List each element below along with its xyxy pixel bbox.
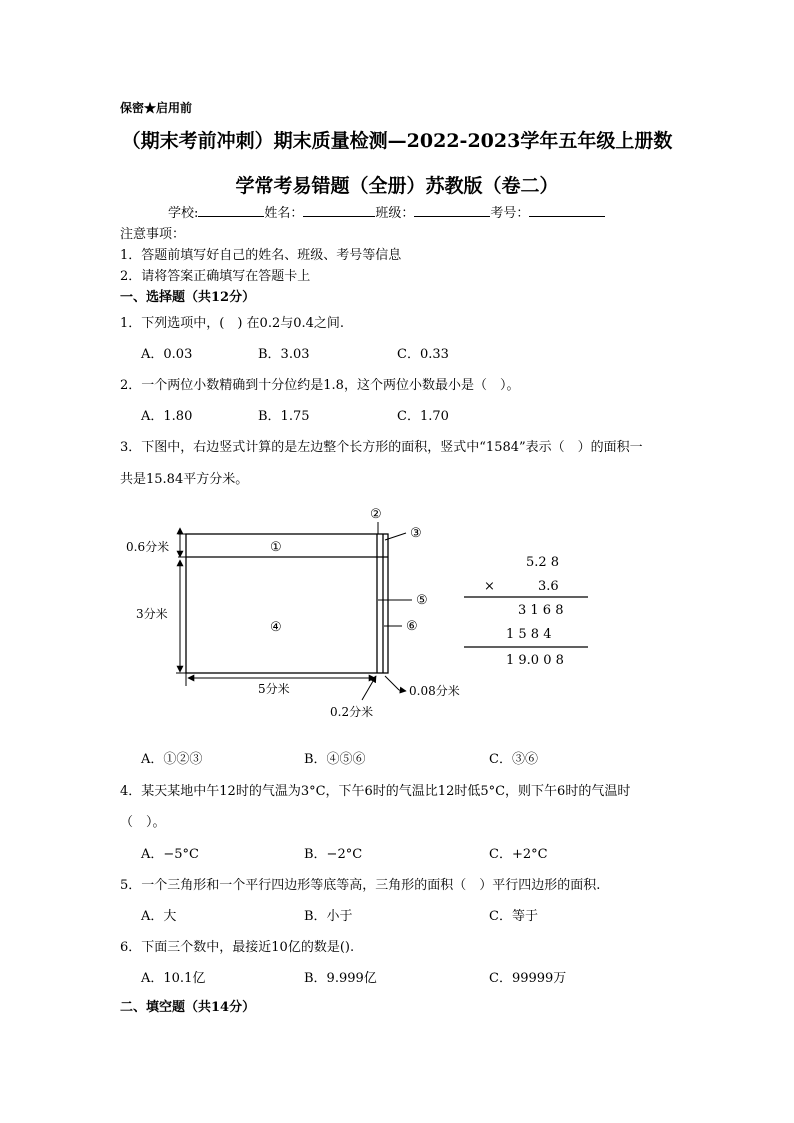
school-blank[interactable]	[198, 204, 264, 217]
question-1-stem: 1．下列选项中，( ) 在0.2与0.4之间.	[120, 316, 345, 331]
question-4-stem-line1: 4．某天某地中午12时的气温为3°C，下午6时的气温比12时低5°C，则下午6时的气温时	[120, 784, 631, 799]
question-4-stem-line2: （ ）。	[120, 815, 166, 830]
question-6-stem: 6．下面三个数中，最接近10亿的数是().	[120, 940, 355, 955]
q2-option-a[interactable]: A．1.80	[141, 409, 193, 424]
question-2-stem: 2．一个两位小数精确到十分位约是1.8，这个两位小数最小是（ ）。	[120, 378, 520, 393]
q5-option-a[interactable]: A．大	[141, 909, 177, 924]
name-label: 姓名：	[264, 206, 304, 221]
student-info-row	[168, 202, 605, 221]
region-label-6: ⑥	[406, 619, 418, 634]
calc-row-4: 1 5 8 4	[506, 627, 552, 642]
q1-option-b[interactable]: B．3.03	[258, 347, 310, 362]
note-item: 2．请将答案正确填写在答题卡上	[120, 269, 311, 284]
dim-label-02: 0.2分米	[330, 705, 374, 719]
calc-times: ×	[484, 579, 495, 594]
q4-option-a[interactable]: A．−5°C	[141, 847, 199, 862]
q4-option-b[interactable]: B．−2°C	[304, 847, 363, 862]
class-label: 班级：	[375, 206, 415, 221]
page-title-line1: （期末考前冲刺）期末质量检测—2022-2023学年五年级上册数	[121, 130, 673, 152]
question-3-stem-line2: 共是15.84平方分米。	[120, 472, 249, 487]
rectangle-area-figure	[120, 500, 600, 730]
q6-option-a[interactable]: A．10.1亿	[141, 971, 206, 986]
dim-label-3: 3分米	[136, 607, 168, 621]
exam-no-label: 考号：	[490, 206, 530, 221]
region-label-5: ⑤	[416, 593, 428, 608]
school-label: 学校:	[168, 206, 199, 221]
section2-heading: 二、填空题（共14分）	[120, 1000, 256, 1015]
calc-row-1: 5.2 8	[526, 555, 560, 570]
q1-option-a[interactable]: A．0.03	[141, 347, 193, 362]
q6-option-b[interactable]: B．9.999亿	[304, 971, 377, 986]
region-label-1: ①	[270, 540, 282, 555]
q2-option-b[interactable]: B．1.75	[258, 409, 310, 424]
q3-option-b[interactable]: B．④⑤⑥	[304, 752, 366, 767]
calc-row-5: 1 9.0 0 8	[506, 653, 564, 668]
region-label-4: ④	[270, 620, 282, 635]
q5-option-b[interactable]: B．小于	[304, 909, 353, 924]
q4-option-c[interactable]: C．+2°C	[489, 847, 548, 862]
note-item: 1．答题前填写好自己的姓名、班级、考号等信息	[120, 248, 402, 263]
calc-row-3: 3 1 6 8	[518, 603, 564, 618]
notes-heading: 注意事项：	[120, 227, 186, 242]
page-title-line2: 学常考易错题（全册）苏教版（卷二）	[235, 175, 559, 197]
q2-option-c[interactable]: C．1.70	[397, 409, 449, 424]
q5-option-c[interactable]: C．等于	[489, 909, 538, 924]
name-blank[interactable]	[303, 204, 375, 217]
exam-no-blank[interactable]	[529, 204, 605, 217]
region-label-3: ③	[410, 526, 422, 541]
dim-label-008: 0.08分米	[409, 684, 460, 698]
region-label-2: ②	[370, 507, 382, 522]
dim-label-06: 0.6分米	[126, 540, 170, 554]
calc-row-2: 3.6	[538, 579, 559, 594]
q3-option-a[interactable]: A．①②③	[141, 752, 203, 767]
question-3-stem-line1: 3．下图中，右边竖式计算的是左边整个长方形的面积，竖式中“1584”表示（ ）的面积一	[120, 440, 643, 455]
class-blank[interactable]	[414, 204, 490, 217]
section1-heading: 一、选择题（共12分）	[120, 290, 256, 305]
q1-option-c[interactable]: C．0.33	[397, 347, 449, 362]
question-5-stem: 5．一个三角形和一个平行四边形等底等高，三角形的面积（ ）平行四边形的面积.	[120, 878, 601, 893]
confidential-mark: 保密★启用前	[120, 101, 193, 115]
q3-option-c[interactable]: C．③⑥	[489, 752, 538, 767]
rectangle-outline	[186, 534, 388, 673]
q6-option-c[interactable]: C．99999万	[489, 971, 567, 986]
dim-label-5: 5分米	[258, 682, 290, 696]
